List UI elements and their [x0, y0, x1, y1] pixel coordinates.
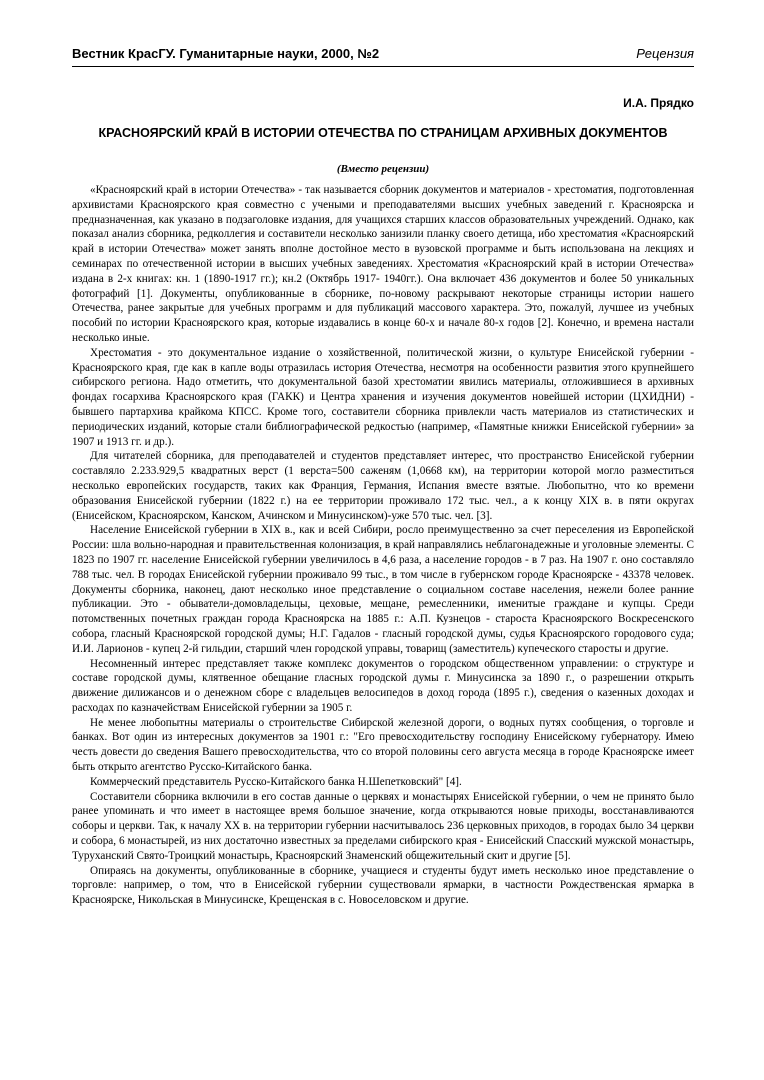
author-name: И.А. Прядко — [623, 96, 694, 110]
page-header — [72, 44, 694, 67]
article-title: КРАСНОЯРСКИЙ КРАЙ В ИСТОРИИ ОТЕЧЕСТВА ПО СТРАНИЦАМ АРХИВНЫХ ДОКУМЕНТОВ — [98, 126, 668, 140]
paragraph: Составители сборника включили в его состав данные о церквях и монастырях Енисейской губернии, о чем не принято было ранее упоминать и что имеет в настоящее время большое значение, когда открываются новые приходы, восстанавливаются соборы и церкви. Так, к началу XX в. на территории губернии насчитывалось 236 церковных приходов, в городах было 34 церкви и собора, 6 монастырей, из них достаточно известных за пределами сибирского края - Енисейский Спасский мужской монастырь, Туруханский Свято-Троицкий монастырь, Красноярский Знаменский общежительный скит и другие [5]. — [72, 790, 694, 862]
paragraph: Хрестоматия - это документальное издание о хозяйственной, политической жизни, о культуре Енисейской губернии - Красноярского края, где как в капле воды отразилась история Отечества, несмотря на особенности развития этого крупнейшего сибирского региона. Надо отметить, что документальной базой хрестоматии явились материалы, отложившиеся в архивных фондах госархива Красноярского края (ГАКК) и Центра хранения и изучения документов новейшей истории (ЦХИДНИ) - бывшего партархива крайкома КПСС. Кроме того, составители сборника привлекли часть материалов из статистических и периодических изданий, которые стали библиографической редкостью (например, «Памятные книжки Енисейской губернии» за 1907 и 1913 гг. и др.). — [72, 346, 694, 448]
paragraph: Население Енисейской губернии в XIX в., как и всей Сибири, росло преимущественно за счет переселения из Европейской России: шла вольно-народная и правительственная колонизация, в край направлялись неблагонадежные и уголовные элементы. С 1823 по 1907 гг. население Енисейской губернии увеличилось в 4,6 раза, а население городов - в 7 раз. На 1907 г. оно составляло 788 тыс. чел. В городах Енисейской губернии проживало 99 тыс., в том числе в губернском городе Красноярске - 43378 человек. Документы сборника, наконец, дают несколько иное представление о социальном составе населения, нежели более ранние публикации. Это - обыватели-домовладельцы, цеховые, мещане, ремесленники, именитые граждане и купцы. Среди потомственных почетных граждан города Красноярска на 1885 г.: А.П. Кузнецов - староста Красноярского Воскресенского собора, гласный Красноярской городской думы; Н.Г. Гадалов - гласный городской думы, судья Красноярского городового суда; И.И. Ларионов - купец 2-й гильдии, старший член городской управы, товарищ (заместитель) купеческого старосты и другие. — [72, 524, 694, 655]
paragraph: Для читателей сборника, для преподавателей и студентов представляет интерес, что пространство Енисейской губернии составляло 2.233.929,5 квадратных верст (1 верста=500 саженям (1,0668 км), на территории которой могло разместиться несколько европейских государств, таких как Франция, Германия, Испания вместе взятые. Любопытно, что ко времени образования Енисейской губернии (1822 г.) на ее территории проживало 172 тыс. чел., а к концу XIX в. в пяти округах (Енисейском, Красноярском, Канском, Ачинском и Минусинском)-уже 570 тыс. чел. [3]. — [72, 450, 694, 522]
paragraph: Коммерческий представитель Русско-Китайского банка Н.Шепетковский" [4]. — [90, 775, 462, 788]
journal-title: Вестник КрасГУ. Гуманитарные науки, 2000, №2 — [72, 46, 380, 61]
paragraph: Не менее любопытны материалы о строительстве Сибирской железной дороги, о водных путях сообщения, о торговле и банках. Вот один из интересных документов за 1901 г.: "Его превосходительству господину Енисейскому губернатору. Имею честь довести до сведения Вашего превосходительства, что со второй половины сего августа месяца в городе Красноярске имеет быть открыто агентство Русско-Китайского банка. — [72, 716, 694, 774]
paragraph: Несомненный интерес представляет также комплекс документов о городском общественном управлении: о структуре и составе городской думы, клятвенное обещание гласных городской думы г. Минусинска за 1890 г., о разрешении открыть движение дилижансов и о денежном сборе с владельцев велосипедов в доход города (1895 г.), сведения о казенных доходах и расходах по казначействам Енисейской губернии за 1905 г. — [72, 657, 694, 714]
article-body — [72, 183, 694, 908]
section-label: Рецензия — [636, 46, 694, 61]
article-subtitle: (Вместо рецензии) — [336, 163, 430, 175]
paragraph: «Красноярский край в истории Отечества» - так называется сборник документов и материалов - хрестоматия, подготовленная архивистами Красноярского края совместно с учеными и преподавателями высших учебных заведений г. Красноярска и предназначенная, как указано в подзаголовке издания, для учащихся старших классов образовательных учреждений. Однако, как показал анализ сборника, редколлегия и составители несколько занизили планку своего детища, ибо хрестоматия «Красноярский край в истории Отечества» может занять вполне достойное место в вузовской программе и быть использована на лекциях и семинарах по отечественной истории в высших учебных заведениях. Хрестоматия «Красноярский край в истории Отечества» издана в 2-х книгах: кн. 1 (1890-1917 гг.); кн.2 (Октябрь 1917- 1940гг.). Она включает 436 документов и более 50 уникальных фотографий [1]. Документы, опубликованные в сборнике, по-новому раскрывают некоторые страницы истории нашего Отечества, ранее закрытые для учебных программ и для публикаций массового характера. Это, пожалуй, лучшее из учебных пособий по истории Красноярского края, которые издавались в конце 60-х и начале 80-х годов [2]. Конечно, и времена настали несколько иные. — [72, 184, 694, 344]
paragraph: Опираясь на документы, опубликованные в сборнике, учащиеся и студенты будут иметь несколько иное представление о торговле: например, о том, что в Енисейской губернии существовали ярмарки, в частности Рождественская ярмарка в Красноярске, Никольская в Минусинске, Крещенская в с. Новоселовском и другие. — [72, 864, 694, 907]
